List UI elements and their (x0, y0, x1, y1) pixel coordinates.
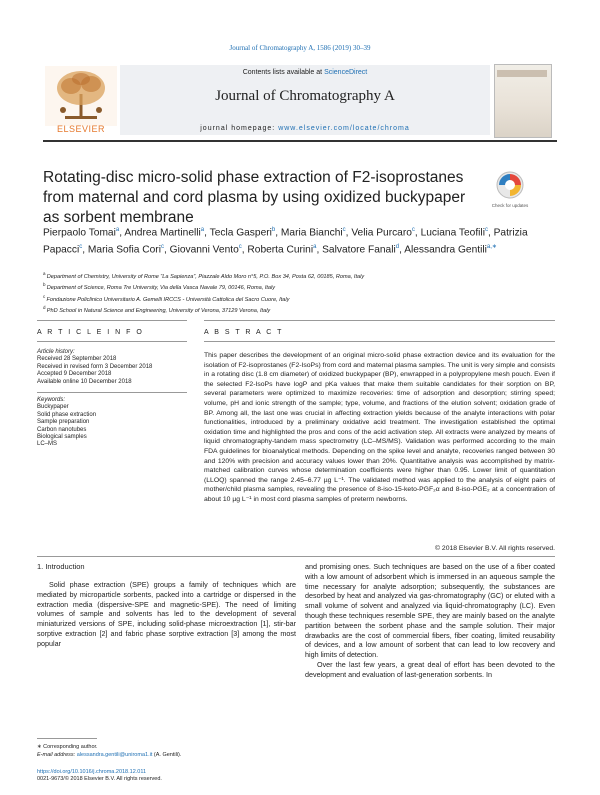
doi-link[interactable]: https://doi.org/10.1016/j.chroma.2018.12.011 (37, 769, 147, 775)
publisher-name: ELSEVIER (56, 124, 106, 134)
author-affiliation-marker[interactable]: c (342, 227, 346, 233)
affiliation-item: $^a$ Department of Chemistry, University of Rome “La Sapienza”, Piazzale Aldo Moro n°5, P.O. Box 34, Posta 62, 00185, Roma, Italy (43, 271, 365, 280)
affiliation-item: $^c$ Fondazione Policlinico Universitario A. Gemelli IRCCS - Università Cattolica del Sacro Cuore, Italy (43, 293, 290, 303)
abstract-copyright: © 2018 Elsevier B.V. All rights reserved. (435, 545, 555, 552)
author-affiliation-marker[interactable]: c (484, 227, 488, 233)
abstract-rule (204, 341, 555, 342)
article-info-rule (37, 341, 187, 342)
elsevier-tree-logo (45, 64, 117, 128)
journal-cover-band (497, 70, 547, 77)
author-name[interactable]: Velia Purcaro (351, 227, 412, 239)
footnote-rule (37, 738, 97, 739)
homepage-link[interactable]: www.elsevier.com/locate/chroma (278, 125, 410, 132)
body-right-column (305, 562, 555, 680)
author-name[interactable]: Pierpaolo Tomai (43, 227, 116, 239)
author-name[interactable]: Maria Bianchi (280, 227, 343, 239)
body-paragraph: Solid phase extraction (SPE) groups a family of techniques which are mediated by microparticle sorbents, packed into a cartridge or dispersed in the extraction media (dispersive-SPE and magnetic-SPE). The need of limiting volumes of sample and solvents has led to the development of several miniaturized versions of SPE, including solid-phase microextraction [1], stir-bar sorptive extraction [2] and fabric phase sorptive extraction [3] among the most popular (37, 580, 296, 648)
abstract-bottom-rule (37, 556, 555, 557)
history-item: Received in revised form 3 December 2018 (37, 363, 153, 370)
author-affiliation-marker[interactable]: c (160, 244, 164, 251)
author-name[interactable]: Andrea Martinelli (124, 227, 201, 239)
info-divider (37, 386, 187, 393)
author-name[interactable]: Salvatore Fanali (322, 244, 396, 256)
keyword: Solid phase extraction (37, 411, 97, 418)
author-name[interactable]: Tecla Gasperi (209, 227, 272, 239)
header-rule (43, 140, 557, 142)
journal-homepage (120, 125, 490, 132)
author-affiliation-marker[interactable]: a,∗ (486, 244, 497, 251)
author-list: Pierpaolo Tomai$^a$, Andrea Martinelli$^a$, Tecla Gasperi$^b$, Maria Bianchi$^c$, Velia Purcaro$^c$, Luciana Teofili$^c$, Patrizia Papacci$^c$, Maria Sofia Cori$^c$, Giovanni Vento$^c$, Roberta Curini$^a$, Salvatore Fanali$^d$, Alessandra Gentili$^{a,∗}$ (43, 227, 528, 256)
affiliation-item: $^b$ Department of Science, Roma Tre University, Via della Vasca Navale 79, 00146, Roma, Italy (43, 282, 276, 292)
affiliation-list (43, 270, 553, 315)
author-affiliation-marker[interactable]: a (200, 227, 205, 233)
author-name[interactable]: Alessandra Gentili (404, 244, 487, 256)
article-info (37, 349, 187, 449)
corresponding-author-note: ∗ Corresponding author. (37, 744, 98, 750)
history-label: Article history: (37, 349, 75, 355)
email-line (37, 751, 297, 759)
author-affiliation-marker[interactable]: a (115, 227, 120, 233)
issn-line: 0021-9673/© 2018 Elsevier B.V. All rights reserved. (37, 776, 162, 782)
article-title: Rotating-disc micro-solid phase extraction of F2-isoprostanes from maternal and cord plasma by using oxidized buckypaper as sorbent membrane (43, 169, 466, 226)
keyword: LC–MS (37, 441, 58, 448)
keyword: Sample preparation (37, 419, 90, 426)
email-suffix: (A. Gentili). (152, 752, 182, 758)
author-name[interactable]: Patrizia Papacci (43, 227, 528, 256)
article-info-heading: A R T I C L E I N F O (37, 329, 144, 336)
homepage-prefix: journal homepage: (200, 125, 279, 132)
history-item: Available online 10 December 2018 (37, 378, 132, 385)
introduction-heading: 1. Introduction (37, 562, 85, 571)
author-affiliation-marker[interactable]: d (395, 244, 400, 251)
body-left-column (37, 580, 296, 649)
author-affiliation-marker[interactable]: b (271, 227, 276, 233)
author-affiliation-marker[interactable]: c (79, 244, 83, 251)
article-info-top-rule (37, 320, 187, 321)
citation-link[interactable]: Journal of Chromatography A, 1586 (2019) 30–39 (229, 44, 371, 52)
contents-prefix: Contents lists available at (242, 69, 325, 76)
keywords-label: Keywords: (37, 397, 66, 404)
abstract-heading: A B S T R A C T (204, 329, 284, 336)
author-name[interactable]: Maria Sofia Cori (87, 244, 161, 256)
author-affiliation-marker[interactable]: c (238, 244, 242, 251)
email-label: E-mail address: (37, 752, 77, 758)
affiliation-item: $^d$ PhD School in Natural Science and Engineering, University of Verona, 37129 Verona, Italy (43, 305, 271, 314)
author-name[interactable]: Roberta Curini (247, 244, 314, 256)
abstract-top-rule (204, 320, 555, 321)
author-name[interactable]: Luciana Teofili (420, 227, 485, 239)
author-affiliation-marker[interactable]: c (411, 227, 415, 233)
body-paragraph: Over the last few years, a great deal of effort has been devoted to the development and evaluation of last-generation sorbents. In (305, 659, 555, 679)
keyword: Carbon nanotubes (37, 426, 87, 433)
body-paragraph: and promising ones. Such techniques are based on the use of a fiber coated with a low amount of adsorbent which is immersed in an aqueous sample the time necessary for analyte adsorption; subsequently, the substances are desorbed by heat and analyzed via gas-chromatography (GC) or eluted with a small volume of solvent and analyzed via liquid-chromatography (LC). Even though these techniques resemble SPE, they are mainly based on the analyte partition between the sorbent phase and the sample solution. Their major drawbacks are the cost of commercial fibers, fiber coating, limited reusability of devices, and a low amount of sorbent that can lead to low recovery and high limits of detection. (305, 562, 555, 660)
journal-title: Journal of Chromatography A (215, 88, 395, 104)
keyword: Biological samples (37, 434, 87, 441)
check-for-updates-label: Check for updates (491, 203, 529, 208)
doi-block (37, 769, 297, 783)
author-email-link[interactable]: alessandra.gentili@uniroma1.it (76, 752, 153, 758)
contents-line (120, 69, 490, 76)
footnote (37, 743, 297, 759)
author-name[interactable]: Giovanni Vento (169, 244, 239, 256)
sciencedirect-link[interactable]: ScienceDirect (324, 69, 368, 76)
history-item: Accepted 9 December 2018 (37, 371, 112, 378)
history-item: Received 28 September 2018 (37, 356, 117, 363)
keyword: Buckypaper (37, 404, 69, 411)
abstract-text: This paper describes the development of an original micro-solid phase extraction device and its evaluation for the isolation of F2-isoprostanes (F2-IsoPs) from cord and maternal plasma samples. The unit is very simple and consists in a rotating disc (1.8 cm diameter) of oxidized buckypaper (BP), enwrapped in a polypropylene mesh pouch. Even if the selected F2-IsoPs have logP and pKa values that make them suitable candidates for their sorption on BP, several parameters were optimized to maximize recoveries: time of adsorption and desorption; stirring speed; volume, pH and ionic strength of the sample; type, volume, and fractions of the elution solvent; oxidation grade of BP. Among all, the last one was crucial in affecting extraction yields because of the analyte interactions with polar functionalities, introduced by a preliminary oxidative acid treatment. The investigation established the optimal oxidation time and highlighted the pros and cons of the acid activation step. All extracts were analyzed by means of liquid chromatography-tandem mass spectrometry (LC–MS/MS). Validation was performed according to the main FDA guidelines for bioanalytical methods. Depending on the spike level and analyte, recoveries ranged between 30 and 120% with precision and accuracy values lower than 20%. Quantitative analysis was accomplished by matrix-matched calibration curves whose determination coefficients were higher than 0.95. Lower limit of quantitation (LLOQ) spanned the range 2.45–6.77 µg L⁻¹. The validated method was applied to the analysis of eight pairs of mother/child plasma samples, revealing the presence of 8-iso-15-keto-PGF₂α and 8-iso-PGE₂ at a concentration of about 10 µg L⁻¹ in most cord plasma samples of preterm newborns. (204, 352, 555, 503)
author-affiliation-marker[interactable]: a (313, 244, 317, 251)
check-for-updates-icon[interactable] (493, 170, 527, 204)
